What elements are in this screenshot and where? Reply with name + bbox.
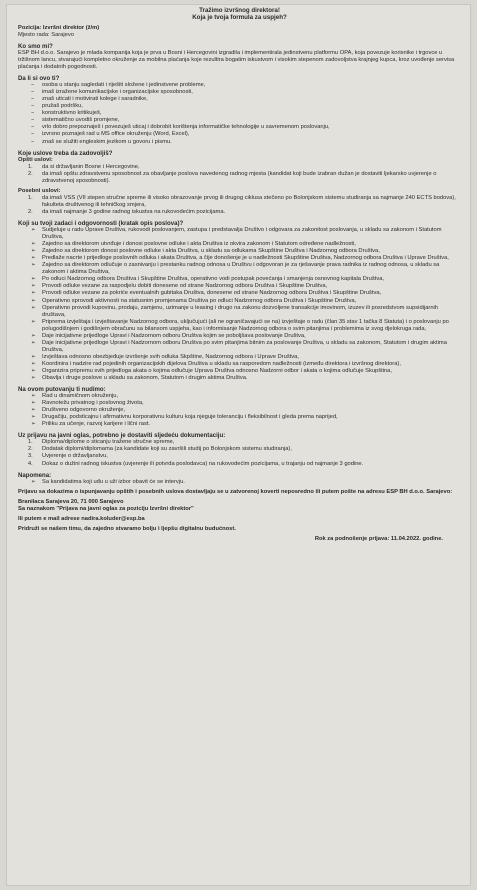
list-item: ➢ Rad u dinamičnom okruženju,: [31, 393, 119, 400]
special-conditions-list: [18, 195, 461, 216]
list-item: − vrlo dobro prepoznaješ i povezuješ uticaj i dobrobit korištenja informatičke tehnologije u savremenom poslovanju,: [31, 124, 330, 131]
list-item: ➢ Zajedno sa direktorom donosi poslovne odluke i akta Društva, u skladu sa odlukama Skupštine Društva i Nadzornog odbora Društva,: [31, 248, 380, 255]
list-item: ➢ Društveno odgovorno okruženje,: [31, 407, 126, 414]
list-item: ➢ Sudjeluje u radu Uprave Društva, rukovodi poslovanjem, zastupa i predstavalja Društvo i odgovara za zakonitost poslovanja, u skladu sa zakonom i Statutom Društva,: [31, 227, 442, 241]
work-place: Mjesto rada: Sarajevo: [18, 31, 74, 38]
list-item: ➢ Zajedno sa direktorom odlučuje o zasnivanju i prestanku radnog odnosa u Društvu i odgovoran je za rješavanje prava radnika iz radnog odnosa, u skladu sa zakonom i aktima Društva,: [31, 262, 440, 276]
list-item: ➢ Koordinira i nadzire rad pojedinih organizacijskih dijelova Društva u skladu sa rasporedom nadležnosti (između direktora i izvršnog direktora),: [31, 360, 401, 367]
you-title: Da li si ovo ti?: [18, 75, 60, 83]
special-conditions-title: Posebni uslovi:: [18, 187, 61, 194]
list-item: − konstruktivno kritikuješ,: [31, 110, 102, 117]
list-item: ➢ Drugačiju, podsticajnu i afirmativnu korporativnu kulturu koja njeguje toleranciju i fleksibilnost i gleda prema naprijed,: [31, 414, 338, 421]
join-text: Pridruži se našem timu, da zajedno stvaramo bolju i ljepšu digitalnu budućnost.: [18, 525, 236, 532]
list-item: − imaš izražene komunikacijske i organizacijske sposobnosti,: [31, 89, 193, 96]
deadline: Rok za podnošenje prijava: 11.04.2022. godine.: [314, 535, 443, 542]
general-conditions-list: [18, 164, 461, 185]
list-item: − znaš uticati i motivirati kolege i saradnike,: [31, 96, 148, 103]
header-title: Tražimo izvršnog direktora!: [199, 7, 280, 14]
header-subtitle: Koja je tvoja formula za uspjeh?: [192, 14, 287, 22]
list-item: ➢ Izvještava odnosno obezbjeđuje izvršenje svih odluka Skpštine, Nadzornog odbora i Uprave Društva,: [31, 353, 299, 360]
apply-text: Prijavu sa dokazima o ispunjavanju opštih i posebnih uslova dostavljaju se u zatvorenoj koverti neposredno ili putem pošte na adresu ESP BH d.o.o. Sarajevo:: [18, 488, 453, 495]
list-item: ➢ Predlaže nacrte i prijedloge poslovnih odluka i akata Društva, a čije donošenje je u nadležnosti Skupštine Društva, Nadzornog odbora Društva i Uprave Društva,: [31, 255, 449, 262]
list-item: 2. da imaš najmanje 3 godine radnog iskustva na rukovodećim pozicijama.: [28, 208, 226, 215]
list-item: 1. Diploma/diplome o sticanju tražene stručne spreme,: [28, 439, 175, 446]
list-item: − sistematično uvodiš promjene,: [31, 117, 120, 124]
you-list: [18, 82, 461, 145]
list-item: ➢ Daje inicijativne prijedloge Upravi i Nadzornom odboru Društva kojim se poboljšava poslovanje Društva,: [31, 332, 306, 339]
list-item: − znaš se služiti engleskim jezikom u govoru i pismu.: [31, 138, 172, 145]
offer-title: Na ovom putovanju ti nudimo:: [18, 386, 106, 394]
list-item: ➢ Ravnotežu privatnog i poslovnog života,: [31, 400, 144, 407]
general-conditions-title: Opšti uslovi:: [18, 156, 53, 163]
who-title: Ko smo mi?: [18, 42, 53, 50]
list-item: 2. da imaš opštu zdravstvenu sposobnost za obavljanje poslova navedenog radnog mjesta (kandidat koji bude izabran dužan je dostaviti ljekarsko uvjerenje o zdravstvenoj sposobnosti).: [28, 170, 437, 184]
position-label: Pozicija: Izvršni direktor (ž/m): [18, 24, 100, 31]
list-item: − pružaš podršku,: [31, 103, 83, 110]
address: Branilaca Sarajeva 20, 71 000 Sarajevo: [18, 498, 124, 505]
list-item: ➢ Operativno provodi kupovinu, prodaju, zamjenu, uzimanje u leasing i drugo na zakonu dozvoljene transakcije imovinom, izuzev ili posredstvom supsidijarnih društava,: [31, 304, 439, 318]
list-item: 2. Dodatak diplomi/diplomama (za kandidate koji su završili studij po Bolonjskom sistemu studiranja),: [28, 446, 292, 453]
list-item: 3. Uvjerenje o državljanstvu,: [28, 453, 108, 460]
list-item: ➢ Priprema izvještaja i izvještavanje Nadzornog odbora, uključujući (ali ne ograničavajući se na) izvještaje o radu (član 35 stav 1 tačka 8 Statuta) i o poslovanju po polugodišnjem i godišnjem obračunu sa bilansom uspjeha, kao i informisanje Nadzornog odbora o svim pitanjima i problemima iz svog djelokruga rada,: [31, 318, 449, 332]
list-item: ➢ Provodi odluke vezane za raspodjelu dobiti donesene od strane Nadzornog odbora Društva i Skupštine Društva,: [31, 283, 328, 290]
list-item: ➢ Sa kandidatima koji uđu u uži izbor obavit će se intervju.: [31, 478, 185, 485]
list-item: − izvrsno poznaješ rad u MS office okruženju (Word, Excel),: [31, 131, 190, 138]
list-item: 1. da imaš VSS (VII stepen stručne spreme ili visoko obrazovanje prvog ili drugog ciklusa stečeno po Bolonjskom sistemu studiranja sa najmanje 240 ECTS bodova), fakulteta društvenog ili tehničkog smjera,: [28, 194, 456, 208]
who-text: ESP BH d.o.o. Sarajevo je mlada kompanija koja je prva u Bosni i Hercegovini izgradila i implementirala jedinstvenu platformu OPA, koja povezuje korisnike i trgovce u tržišnom lancu, stvarajući kompletno okruženje za mobilna plaćanja koje rezultira bogatim iskustvom i visokim stepenom zadovoljstva krajnjeg kupca, kroz uvođenje servisa plaćanja i dodatnih pogodnosti.: [18, 49, 455, 71]
list-item: ➢ Daje inicijativne prijedloge Upravi i Nadzornom odboru Društva po svim pitanjima bitnim za poslovanje Društva, u skladu sa zakonom, Statutom i drugim aktima Društva,: [31, 339, 447, 353]
list-item: − osoba u stanju sagledati i riješiti složene i jedinstvene probleme,: [31, 82, 206, 89]
notes-list: [18, 479, 461, 486]
list-item: ➢ Zajedno sa direktorom utvrđuje i donosi poslovne odluke i akta Društva iz okvira zakonom i Statutom određene nadležnosti,: [31, 241, 356, 248]
list-item: 4. Dokaz o dužini radnog iskustva (uvjerenje ili potvrda poslodavca) na rukovodećim pozicijama, u trajanju od najmanje 3 godine.: [28, 460, 364, 467]
docs-title: Uz prijavu na javni oglas, potrebno je dostaviti sljedeću dokumentaciju:: [18, 432, 226, 440]
docs-list: [18, 439, 461, 467]
list-item: ➢ Provodi odluke vezane za pokriće eventualnih gubitaka Društva, donesene od strane Nadzornog odbora Društva i Skupštine Društva,: [31, 290, 382, 297]
list-item: ➢ Organizira pripremu svih prijedloga akata o kojima odlučuje Uprava Društva odnosno Nadzorni odbor i akata o kojima odlučuje Skupština,: [31, 367, 392, 374]
tasks-list: [18, 227, 461, 382]
email-line: Ili putem e mail adrese nadira.koluder@esp.ba: [18, 515, 145, 522]
subject-line: Sa naznakom "Prijava na javni oglas za poziciju Izvršni direktor": [18, 505, 194, 512]
list-item: ➢ Operativno sprovodi aktivnosti na statusnim promjenama Društva po odluci Nadzornog odbora Društva i Skupštine Društva,: [31, 297, 357, 304]
conditions-title: Koje uslove treba da zadovoljiš?: [18, 149, 113, 157]
list-item: ➢ Po odluci Nadzornog odbora Društva i Skupštine Društva, operativno vodi postupak povećanja i smanjenja osnovnog kapitala Društva,: [31, 276, 385, 283]
list-item: ➢ Priliku za učenje, razvoj karijere i lični rast.: [31, 421, 151, 428]
list-item: ➢ Obavlja i druge poslove u skladu sa zakonom, Statutom i drugim aktima Društva.: [31, 375, 248, 382]
job-ad-document: [6, 4, 471, 886]
list-item: 1. da si državljanin Bosne i Hercegovine,: [28, 163, 140, 170]
offer-list: [18, 393, 461, 428]
notes-title: Napomena:: [18, 471, 52, 479]
tasks-title: Koji su tvoji zadaci i odgovornosti (kratak opis poslova)?: [18, 219, 184, 227]
